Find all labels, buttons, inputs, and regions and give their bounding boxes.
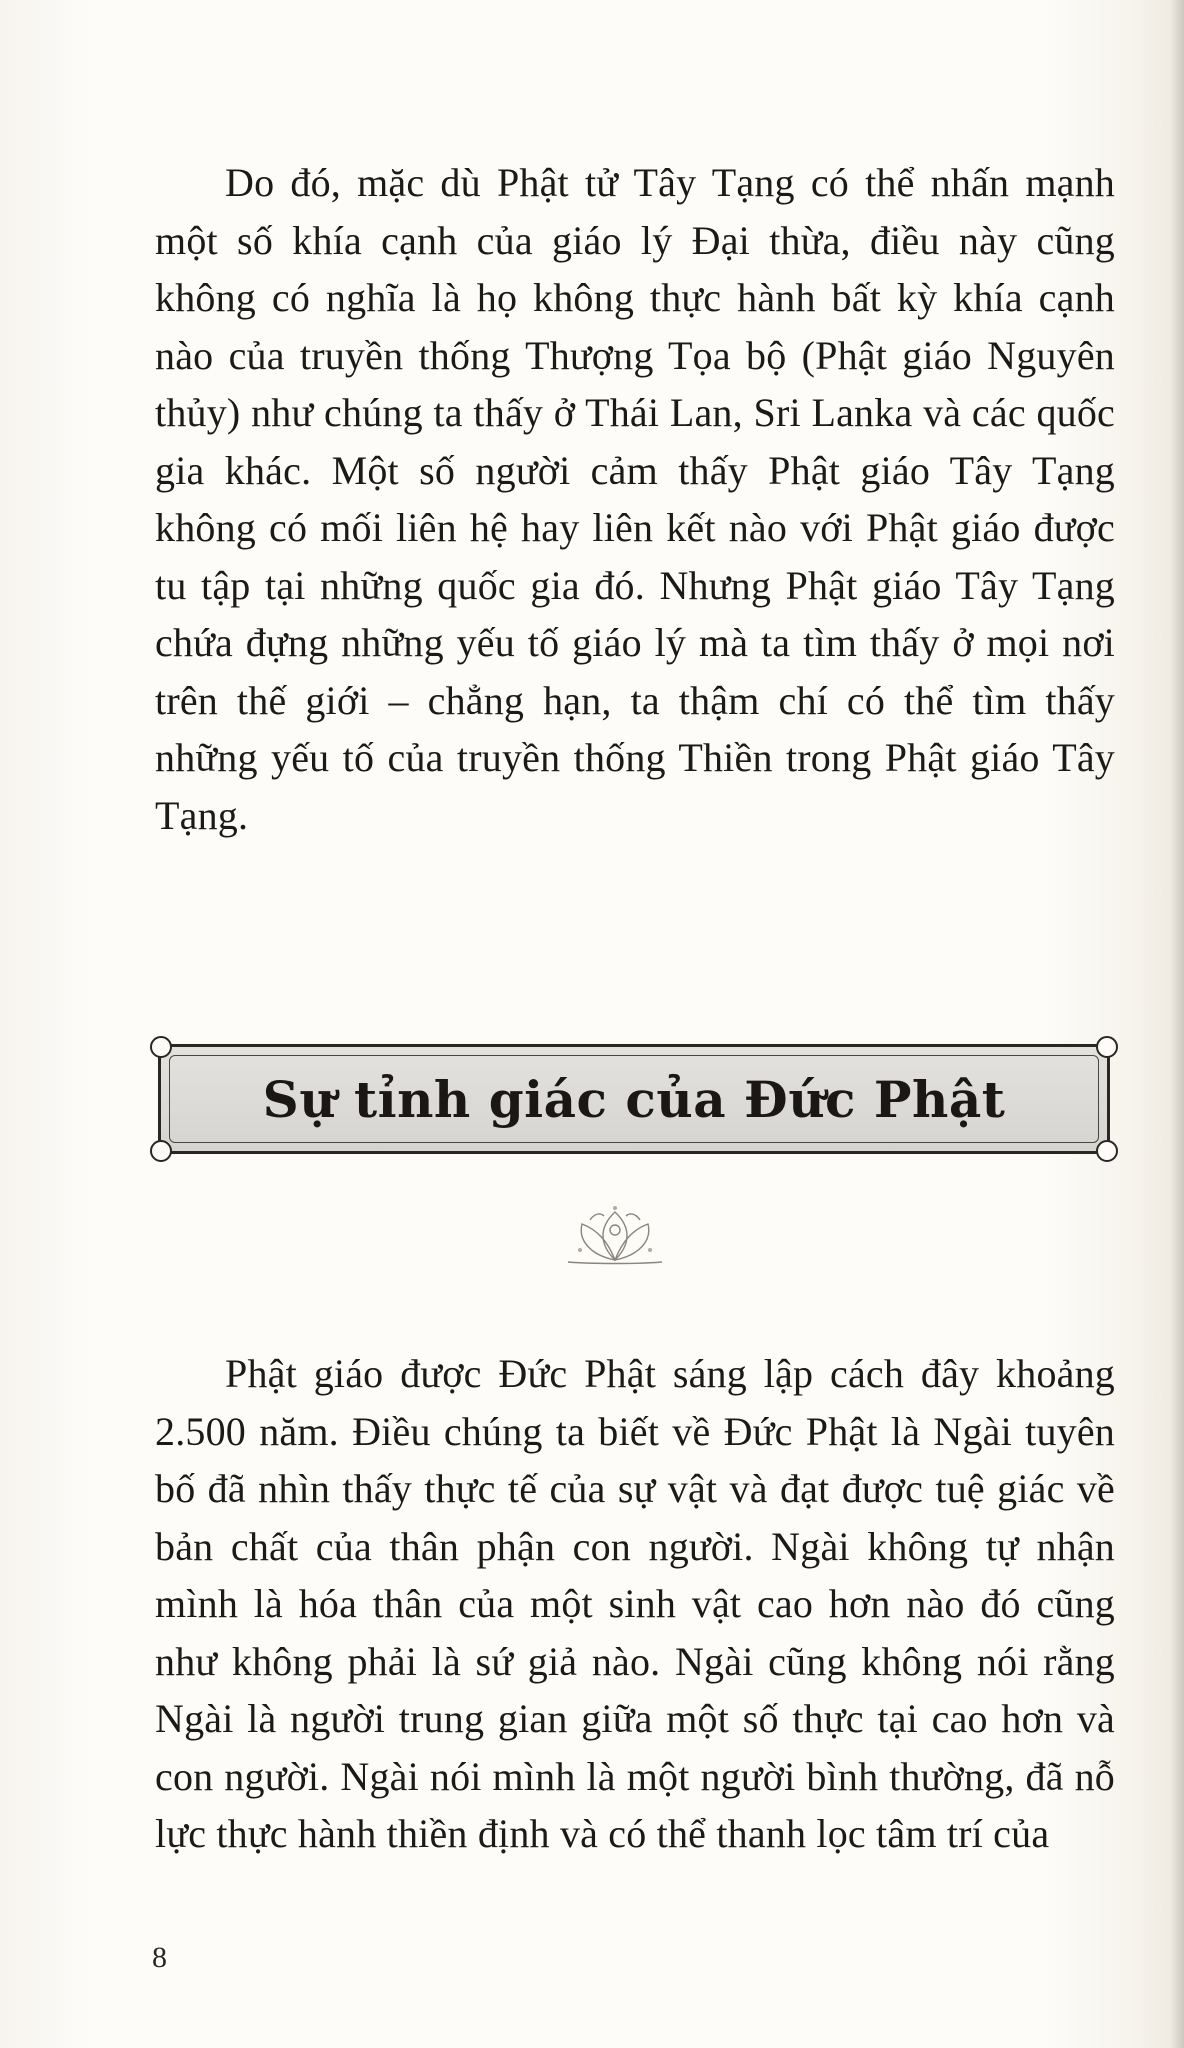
section-paragraph: Phật giáo được Đức Phật sáng lập cách đây khoảng 2.500 năm. Điều chúng ta biết về Đức Phật là Ngài tuyên bố đã nhìn thấy thực tế của sự vật và đạt được tuệ giác về bản chất của thân phận con người. Ngài không tự nhận mình là hóa thân của một sinh vật cao hơn nào đó cũng như không phải là sứ giả nào. Ngài cũng không nói rằng Ngài là người trung gian giữa một số thực tại cao hơn và con người. Ngài nói mình là một người bình thường, đã nỗ lực thực hành thiền định và có thể thanh lọc tâm trí của: [155, 1351, 1115, 1856]
intro-paragraph: Do đó, mặc dù Phật tử Tây Tạng có thể nhấn mạnh một số khía cạnh của giáo lý Đại thừa, điều này cũng không có nghĩa là họ không thực hành bất kỳ khía cạnh nào của truyền thống Thượng Tọa bộ (Phật giáo Nguyên thủy) như chúng ta thấy ở Thái Lan, Sri Lanka và các quốc gia khác. Một số người cảm thấy Phật giáo Tây Tạng không có mối liên hệ hay liên kết nào với Phật giáo được tu tập tại những quốc gia đó. Nhưng Phật giáo Tây Tạng chứa đựng những yếu tố giáo lý mà ta tìm thấy ở mọi nơi trên thế giới – chẳng hạn, ta thậm chí có thể tìm thấy những yếu tố của truyền thống Thiền trong Phật giáo Tây Tạng.: [155, 160, 1115, 838]
section-heading-frame: [158, 1044, 1110, 1154]
section-heading: Sự tỉnh giác của Đức Phật: [262, 1070, 1006, 1129]
frame-corner-ornament: [150, 1036, 172, 1058]
frame-corner-ornament: [1096, 1140, 1118, 1162]
frame-corner-ornament: [150, 1140, 172, 1162]
frame-corner-ornament: [1096, 1036, 1118, 1058]
lotus-flourish-icon: [560, 1200, 670, 1270]
page-number: 8: [152, 1941, 167, 1974]
page-edge-shadow: [1170, 0, 1184, 2048]
